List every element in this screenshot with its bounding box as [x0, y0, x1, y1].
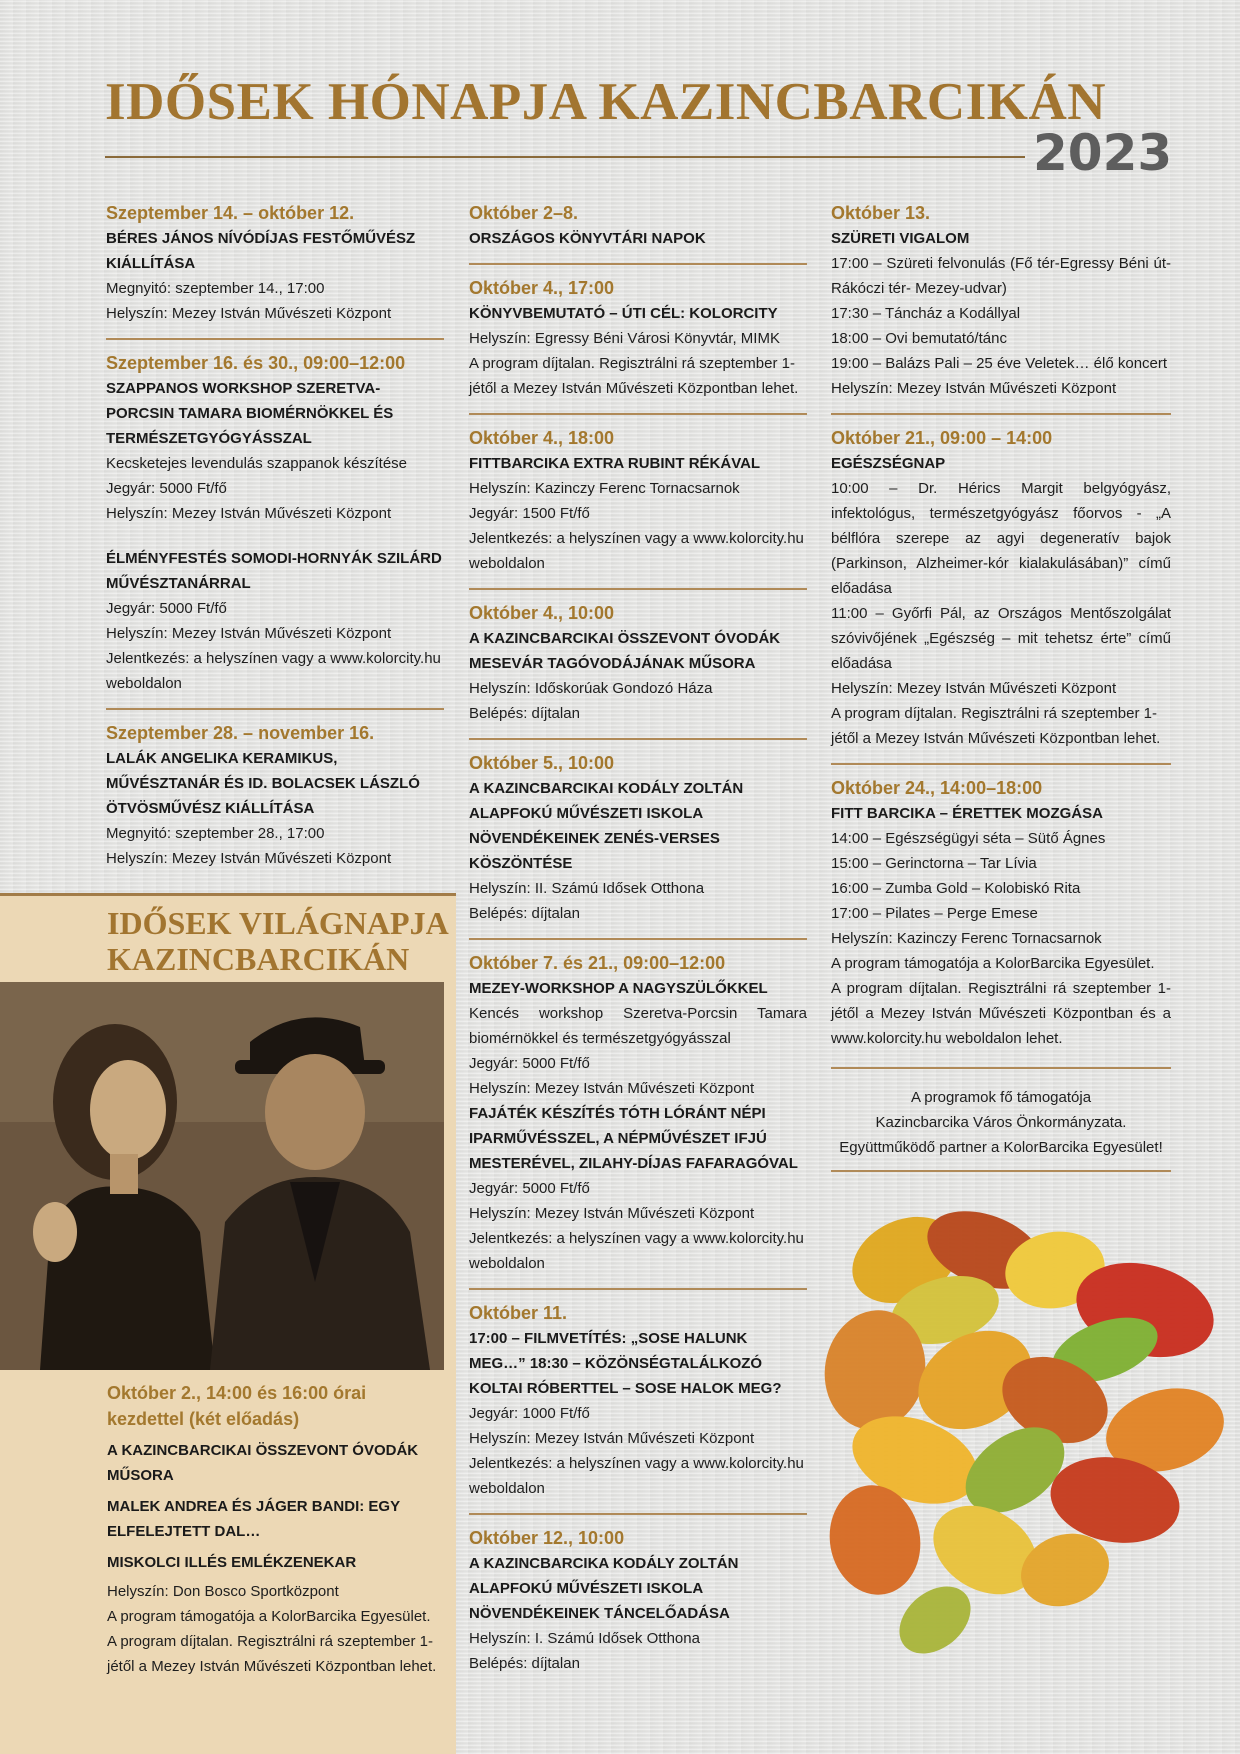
event-item	[469, 938, 807, 1282]
event-item	[106, 708, 444, 877]
event-date: Szeptember 14. – október 12.	[106, 203, 355, 223]
event-detail: Helyszín: Mezey István Művészeti Központ	[831, 680, 1117, 697]
event-detail: Helyszín: Mezey István Művészeti Központ	[106, 505, 392, 522]
event-detail: Helyszín: Mezey István Művészeti Központ	[469, 1205, 755, 1222]
event-item	[469, 1288, 807, 1507]
event-item	[106, 338, 444, 702]
event-item	[469, 200, 807, 257]
event-detail: Jegyár: 5000 Ft/fő	[106, 600, 227, 617]
event-date: Október 4., 17:00	[469, 278, 615, 298]
event-item	[831, 763, 1171, 1057]
credits-line: Együttműködő partner a KolorBarcika Egyesület!	[839, 1139, 1163, 1156]
event-detail: 14:00 – Egészségügyi séta – Sütő Ágnes	[831, 830, 1106, 847]
event-detail: A program díjtalan. Regisztrálni rá szeptember 1-jétől a Mezey István Művészeti Központban lehet.	[831, 705, 1161, 747]
autumn-leaves-illustration	[815, 1200, 1240, 1660]
event-date: Október 7. és 21., 09:00–12:00	[469, 953, 726, 973]
event-detail: Megnyitó: szeptember 14., 17:00	[106, 280, 325, 297]
event-date: Szeptember 16. és 30., 09:00–12:00	[106, 353, 406, 373]
event-title: MEZEY-WORKSHOP A NAGYSZÜLŐKKEL	[469, 980, 768, 997]
event-detail: 11:00 – Győrfi Pál, az Országos Mentőszolgálat szóvivőjének „Egészség – mit tehetsz érte” című előadása	[831, 605, 1171, 672]
event-detail: Jegyár: 5000 Ft/fő	[469, 1180, 590, 1197]
event-detail: Helyszín: Időskorúak Gondozó Háza	[469, 680, 713, 697]
event-detail: A program díjtalan. Regisztrálni rá szeptember 1-jétől a Mezey István Művészeti Központban és a www.kolorcity.hu weboldalon lehet.	[831, 980, 1171, 1047]
world-day-event	[107, 1380, 445, 1679]
event-item	[469, 738, 807, 932]
credits-line: Kazincbarcika Város Önkormányzata.	[875, 1114, 1127, 1131]
event-title: FITTBARCIKA EXTRA RUBINT RÉKÁVAL	[469, 455, 761, 472]
event-date: Október 2–8.	[469, 203, 579, 223]
event-date: Október 21., 09:00 – 14:00	[831, 428, 1053, 448]
event-detail: Helyszín: Kazinczy Ferenc Tornacsarnok	[831, 930, 1102, 947]
event-detail: Belépés: díjtalan	[469, 905, 580, 922]
event-date: Szeptember 28. – november 16.	[106, 723, 375, 743]
event-detail: Jelentkezés: a helyszínen vagy a www.kolorcity.hu weboldalon	[469, 530, 804, 572]
event-detail: A program díjtalan. Regisztrálni rá szeptember 1-jétől a Mezey István Művészeti Központban lehet.	[107, 1633, 437, 1675]
panel-divider	[0, 893, 456, 896]
column-2	[469, 200, 807, 1682]
event-item	[469, 588, 807, 732]
column-3	[831, 200, 1171, 1172]
event-title: FAJÁTÉK KÉSZÍTÉS TÓTH LÓRÁNT NÉPI IPARMŰVÉSSZEL, A NÉPMŰVÉSZET IFJÚ MESTERÉVEL, ZILAHY-DÍJAS FAFARAGÓVAL	[469, 1105, 798, 1172]
event-detail: Helyszín: I. Számú Idősek Otthona	[469, 1630, 700, 1647]
event-detail: Helyszín: Mezey István Művészeti Központ	[469, 1080, 755, 1097]
event-detail: Jelentkezés: a helyszínen vagy a www.kolorcity.hu weboldalon	[469, 1455, 804, 1497]
event-detail: 16:00 – Zumba Gold – Kolobiskó Rita	[831, 880, 1081, 897]
event-detail: Jelentkezés: a helyszínen vagy a www.kolorcity.hu weboldalon	[106, 650, 441, 692]
event-detail: Jelentkezés: a helyszínen vagy a www.kolorcity.hu weboldalon	[469, 1230, 804, 1272]
performers-photo	[0, 982, 444, 1370]
event-detail: Helyszín: Mezey István Művészeti Központ	[106, 850, 392, 867]
event-title: A KAZINCBARCIKA KODÁLY ZOLTÁN ALAPFOKÚ MŰVÉSZETI ISKOLA NÖVENDÉKEINEK TÁNCELŐADÁSA	[469, 1555, 739, 1622]
event-title: ORSZÁGOS KÖNYVTÁRI NAPOK	[469, 230, 706, 247]
event-title: SZAPPANOS WORKSHOP SZERETVA-PORCSIN TAMARA BIOMÉRNÖKKEL ÉS TERMÉSZETGYÓGYÁSSZAL	[106, 380, 394, 447]
event-detail: Belépés: díjtalan	[469, 1655, 580, 1672]
event-detail: Jegyár: 5000 Ft/fő	[106, 480, 227, 497]
event-title: FITT BARCIKA – ÉRETTEK MOZGÁSA	[831, 805, 1103, 822]
event-date: Október 13.	[831, 203, 931, 223]
event-detail: 17:00 – Pilates – Perge Emese	[831, 905, 1038, 922]
event-item	[469, 263, 807, 407]
column-1	[106, 200, 444, 877]
event-item	[831, 200, 1171, 407]
event-title: A KAZINCBARCIKAI ÖSSZEVONT ÓVODÁK MŰSORA	[107, 1442, 419, 1484]
year-label: 2023	[1033, 124, 1173, 182]
event-title: LALÁK ANGELIKA KERAMIKUS, MŰVÉSZTANÁR ÉS ID. BOLACSEK LÁSZLÓ ÖTVÖSMŰVÉSZ KIÁLLÍTÁSA	[106, 750, 420, 817]
event-title: EGÉSZSÉGNAP	[831, 455, 946, 472]
event-detail: A program támogatója a KolorBarcika Egyesület.	[107, 1608, 431, 1625]
event-title: MISKOLCI ILLÉS EMLÉKZENEKAR	[107, 1554, 357, 1571]
event-item	[106, 200, 444, 332]
credits-line: A programok fő támogatója	[910, 1089, 1092, 1106]
event-date: Október 2., 14:00 és 16:00 órai kezdettel (két előadás)	[107, 1383, 367, 1429]
event-detail: Helyszín: Kazinczy Ferenc Tornacsarnok	[469, 480, 740, 497]
event-title: SZÜRETI VIGALOM	[831, 230, 970, 247]
event-detail: 10:00 – Dr. Hérics Margit belgyógyász, infektológus, természetgyógyász főorvos - „A bélflóra szerepe az agyi degeneratív bajok (Parkinson, Alzheimer-kór kialakulásában)” című előadása	[831, 480, 1171, 597]
event-detail: 19:00 – Balázs Pali – 25 éve Veletek… élő koncert	[831, 355, 1168, 372]
panel-title-line: KAZINCBARCIKÁN	[107, 941, 410, 977]
event-detail: 17:30 – Táncház a Kodállyal	[831, 305, 1021, 322]
panel-title	[107, 905, 449, 977]
event-detail: Kecsketejes levendulás szappanok készítése	[106, 455, 408, 472]
event-detail: 18:00 – Ovi bemutató/tánc	[831, 330, 1007, 347]
event-date: Október 11.	[469, 1303, 568, 1323]
event-detail: Jegyár: 1000 Ft/fő	[469, 1405, 590, 1422]
event-title: ÉLMÉNYFESTÉS SOMODI-HORNYÁK SZILÁRD MŰVÉSZTANÁRRAL	[106, 550, 442, 592]
page-title: IDŐSEK HÓNAPJA KAZINCBARCIKÁN	[105, 73, 1107, 131]
panel-title-line: IDŐSEK VILÁGNAPJA	[107, 905, 449, 941]
event-title: BÉRES JÁNOS NÍVÓDÍJAS FESTŐMŰVÉSZ KIÁLLÍTÁSA	[106, 230, 416, 272]
event-item	[469, 1513, 807, 1682]
event-title: A KAZINCBARCIKAI KODÁLY ZOLTÁN ALAPFOKÚ MŰVÉSZETI ISKOLA NÖVENDÉKEINEK ZENÉS-VERSES KÖSZÖNTÉSE	[469, 780, 744, 872]
event-detail: Belépés: díjtalan	[469, 705, 580, 722]
event-date: Október 24., 14:00–18:00	[831, 778, 1043, 798]
title-divider	[105, 156, 1025, 158]
event-detail: Jegyár: 1500 Ft/fő	[469, 505, 590, 522]
event-date: Október 5., 10:00	[469, 753, 615, 773]
event-detail: Helyszín: Egressy Béni Városi Könyvtár, MIMK	[469, 330, 780, 347]
event-detail: Helyszín: Don Bosco Sportközpont	[107, 1583, 339, 1600]
event-detail: Helyszín: Mezey István Művészeti Központ	[106, 305, 392, 322]
event-detail: A program díjtalan. Regisztrálni rá szeptember 1-jétől a Mezey István Művészeti Központban lehet.	[469, 355, 799, 397]
event-date: Október 12., 10:00	[469, 1528, 625, 1548]
event-title: KÖNYVBEMUTATÓ – ÚTI CÉL: KOLORCITY	[469, 305, 778, 322]
event-detail: A program támogatója a KolorBarcika Egyesület.	[831, 955, 1155, 972]
event-item	[831, 413, 1171, 757]
event-detail: Jegyár: 5000 Ft/fő	[469, 1055, 590, 1072]
event-title: A KAZINCBARCIKAI ÖSSZEVONT ÓVODÁK MESEVÁR TAGÓVODÁJÁNAK MŰSORA	[469, 630, 781, 672]
event-detail: Helyszín: Mezey István Művészeti Központ	[831, 380, 1117, 397]
event-date: Október 4., 10:00	[469, 603, 615, 623]
event-title: 17:00 – FILMVETÍTÉS: „SOSE HALUNK MEG…” 18:30 – KÖZÖNSÉGTALÁLKOZÓ KOLTAI RÓBERTTEL – SOSE HALOK MEG?	[469, 1330, 782, 1397]
event-date: Október 4., 18:00	[469, 428, 615, 448]
event-detail: Helyszín: II. Számú Idősek Otthona	[469, 880, 705, 897]
event-title: MALEK ANDREA ÉS JÁGER BANDI: EGY ELFELEJTETT DAL…	[107, 1498, 400, 1540]
sponsor-credits	[831, 1067, 1171, 1172]
event-detail: 17:00 – Szüreti felvonulás (Fő tér-Egressy Béni út-Rákóczi tér- Mezey-udvar)	[831, 255, 1171, 297]
event-detail: Helyszín: Mezey István Művészeti Központ	[106, 625, 392, 642]
event-detail: Kencés workshop Szeretva-Porcsin Tamara biomérnökkel és természetgyógyásszal	[469, 1005, 807, 1047]
event-detail: Helyszín: Mezey István Művészeti Központ	[469, 1430, 755, 1447]
event-item	[469, 413, 807, 582]
event-detail: Megnyitó: szeptember 28., 17:00	[106, 825, 325, 842]
event-detail: 15:00 – Gerinctorna – Tar Lívia	[831, 855, 1037, 872]
